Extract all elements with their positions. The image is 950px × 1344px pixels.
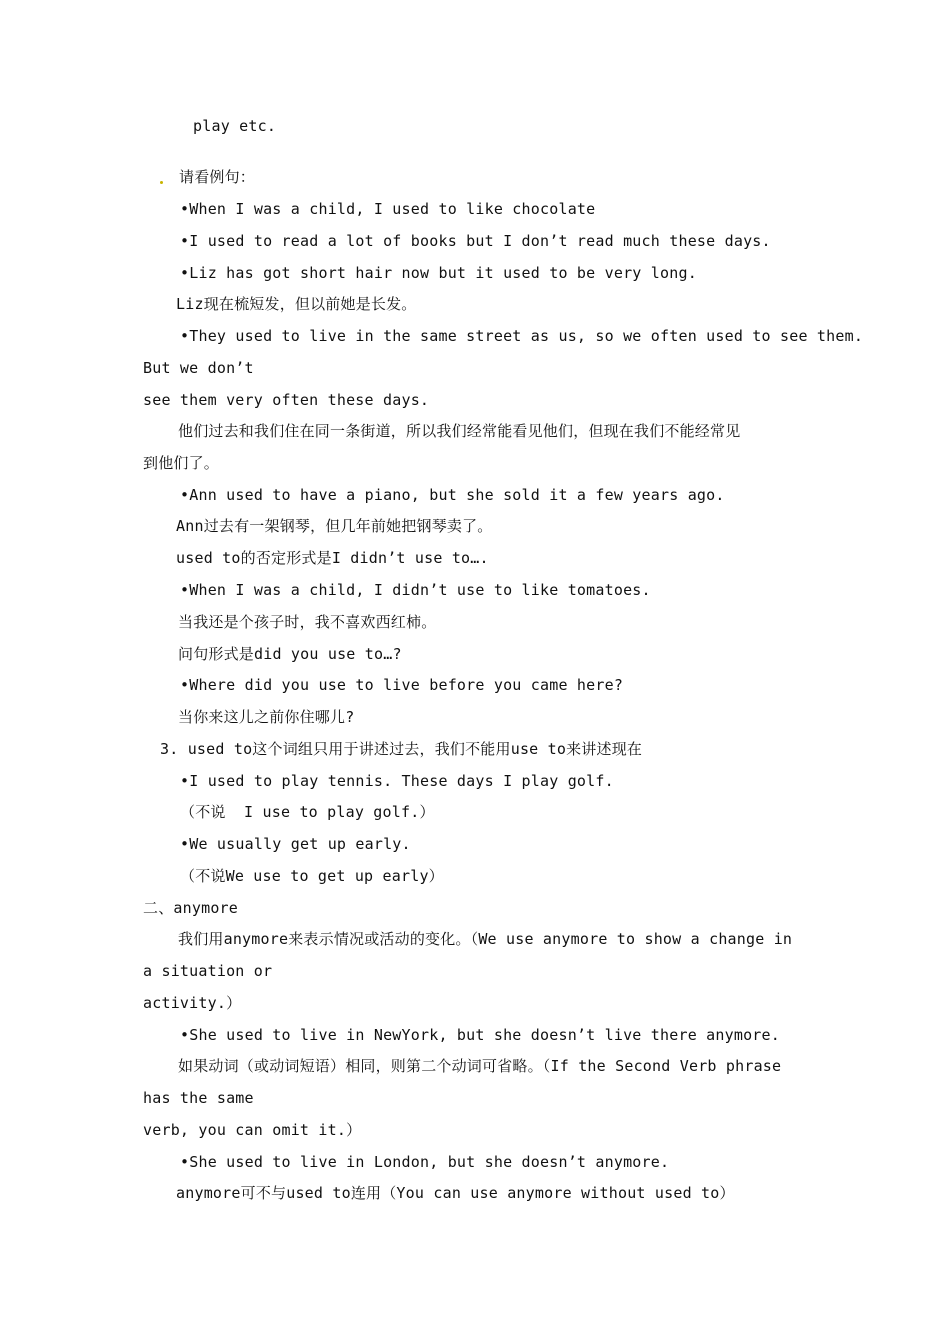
text-line: （不说We use to get up early） xyxy=(180,867,444,885)
text-line: activity.） xyxy=(143,994,242,1012)
text-line: 当你来这儿之前你住哪儿? xyxy=(178,708,355,726)
text-line: But we don’t xyxy=(143,359,254,377)
section-heading: 二、anymore xyxy=(143,899,239,917)
text-line: •Where did you use to live before you came here? xyxy=(180,676,624,694)
text-line: •I used to play tennis. These days I play golf. xyxy=(180,772,614,790)
text-line: （不说 I use to play golf.） xyxy=(180,803,435,821)
text-line: see them very often these days. xyxy=(143,391,430,409)
text-line: used to的否定形式是I didn’t use to…. xyxy=(176,549,489,567)
text-line: has the same xyxy=(143,1089,254,1107)
text-line: •She used to live in NewYork, but she doesn’t live there anymore. xyxy=(180,1026,780,1044)
text-line: verb, you can omit it.） xyxy=(143,1121,362,1139)
text-line: •When I was a child, I didn’t use to like tomatoes. xyxy=(180,581,651,599)
text-line: 我们用anymore来表示情况或活动的变化。（We use anymore to show a change in xyxy=(178,930,793,948)
text-line: 到他们了。 xyxy=(143,454,220,472)
text-line: 如果动词（或动词短语）相同，则第二个动词可省略。（If the Second Verb phrase xyxy=(178,1057,782,1075)
text-line: •We usually get up early. xyxy=(180,835,411,853)
text-line: 问句形式是did you use to…? xyxy=(178,645,402,663)
text-line: Liz现在梳短发，但以前她是长发。 xyxy=(176,295,417,313)
text-line: anymore可不与used to连用（You can use anymore without used to） xyxy=(176,1184,735,1202)
bullet-dot xyxy=(160,181,163,184)
text-line: •They used to live in the same street as us, so we often used to see them. xyxy=(180,327,864,345)
text-line: 他们过去和我们住在同一条街道，所以我们经常能看见他们，但现在我们不能经常见 xyxy=(178,422,741,440)
text-line: a situation or xyxy=(143,962,273,980)
text-line: •When I was a child, I used to like chocolate xyxy=(180,200,596,218)
text-line: •I used to read a lot of books but I don’t read much these days. xyxy=(180,232,771,250)
text-line: 当我还是个孩子时，我不喜欢西红柿。 xyxy=(178,613,437,631)
text-line: •Liz has got short hair now but it used to be very long. xyxy=(180,264,697,282)
text-line: •Ann used to have a piano, but she sold it a few years ago. xyxy=(180,486,725,504)
text-line: •She used to live in London, but she doesn’t anymore. xyxy=(180,1153,670,1171)
text-line: Ann过去有一架钢琴，但几年前她把钢琴卖了。 xyxy=(176,517,493,535)
text-line: 3. used to这个词组只用于讲述过去，我们不能用use to来讲述现在 xyxy=(160,740,643,758)
text-line: 请看例句： xyxy=(179,168,256,186)
text-line: play etc. xyxy=(193,117,277,135)
